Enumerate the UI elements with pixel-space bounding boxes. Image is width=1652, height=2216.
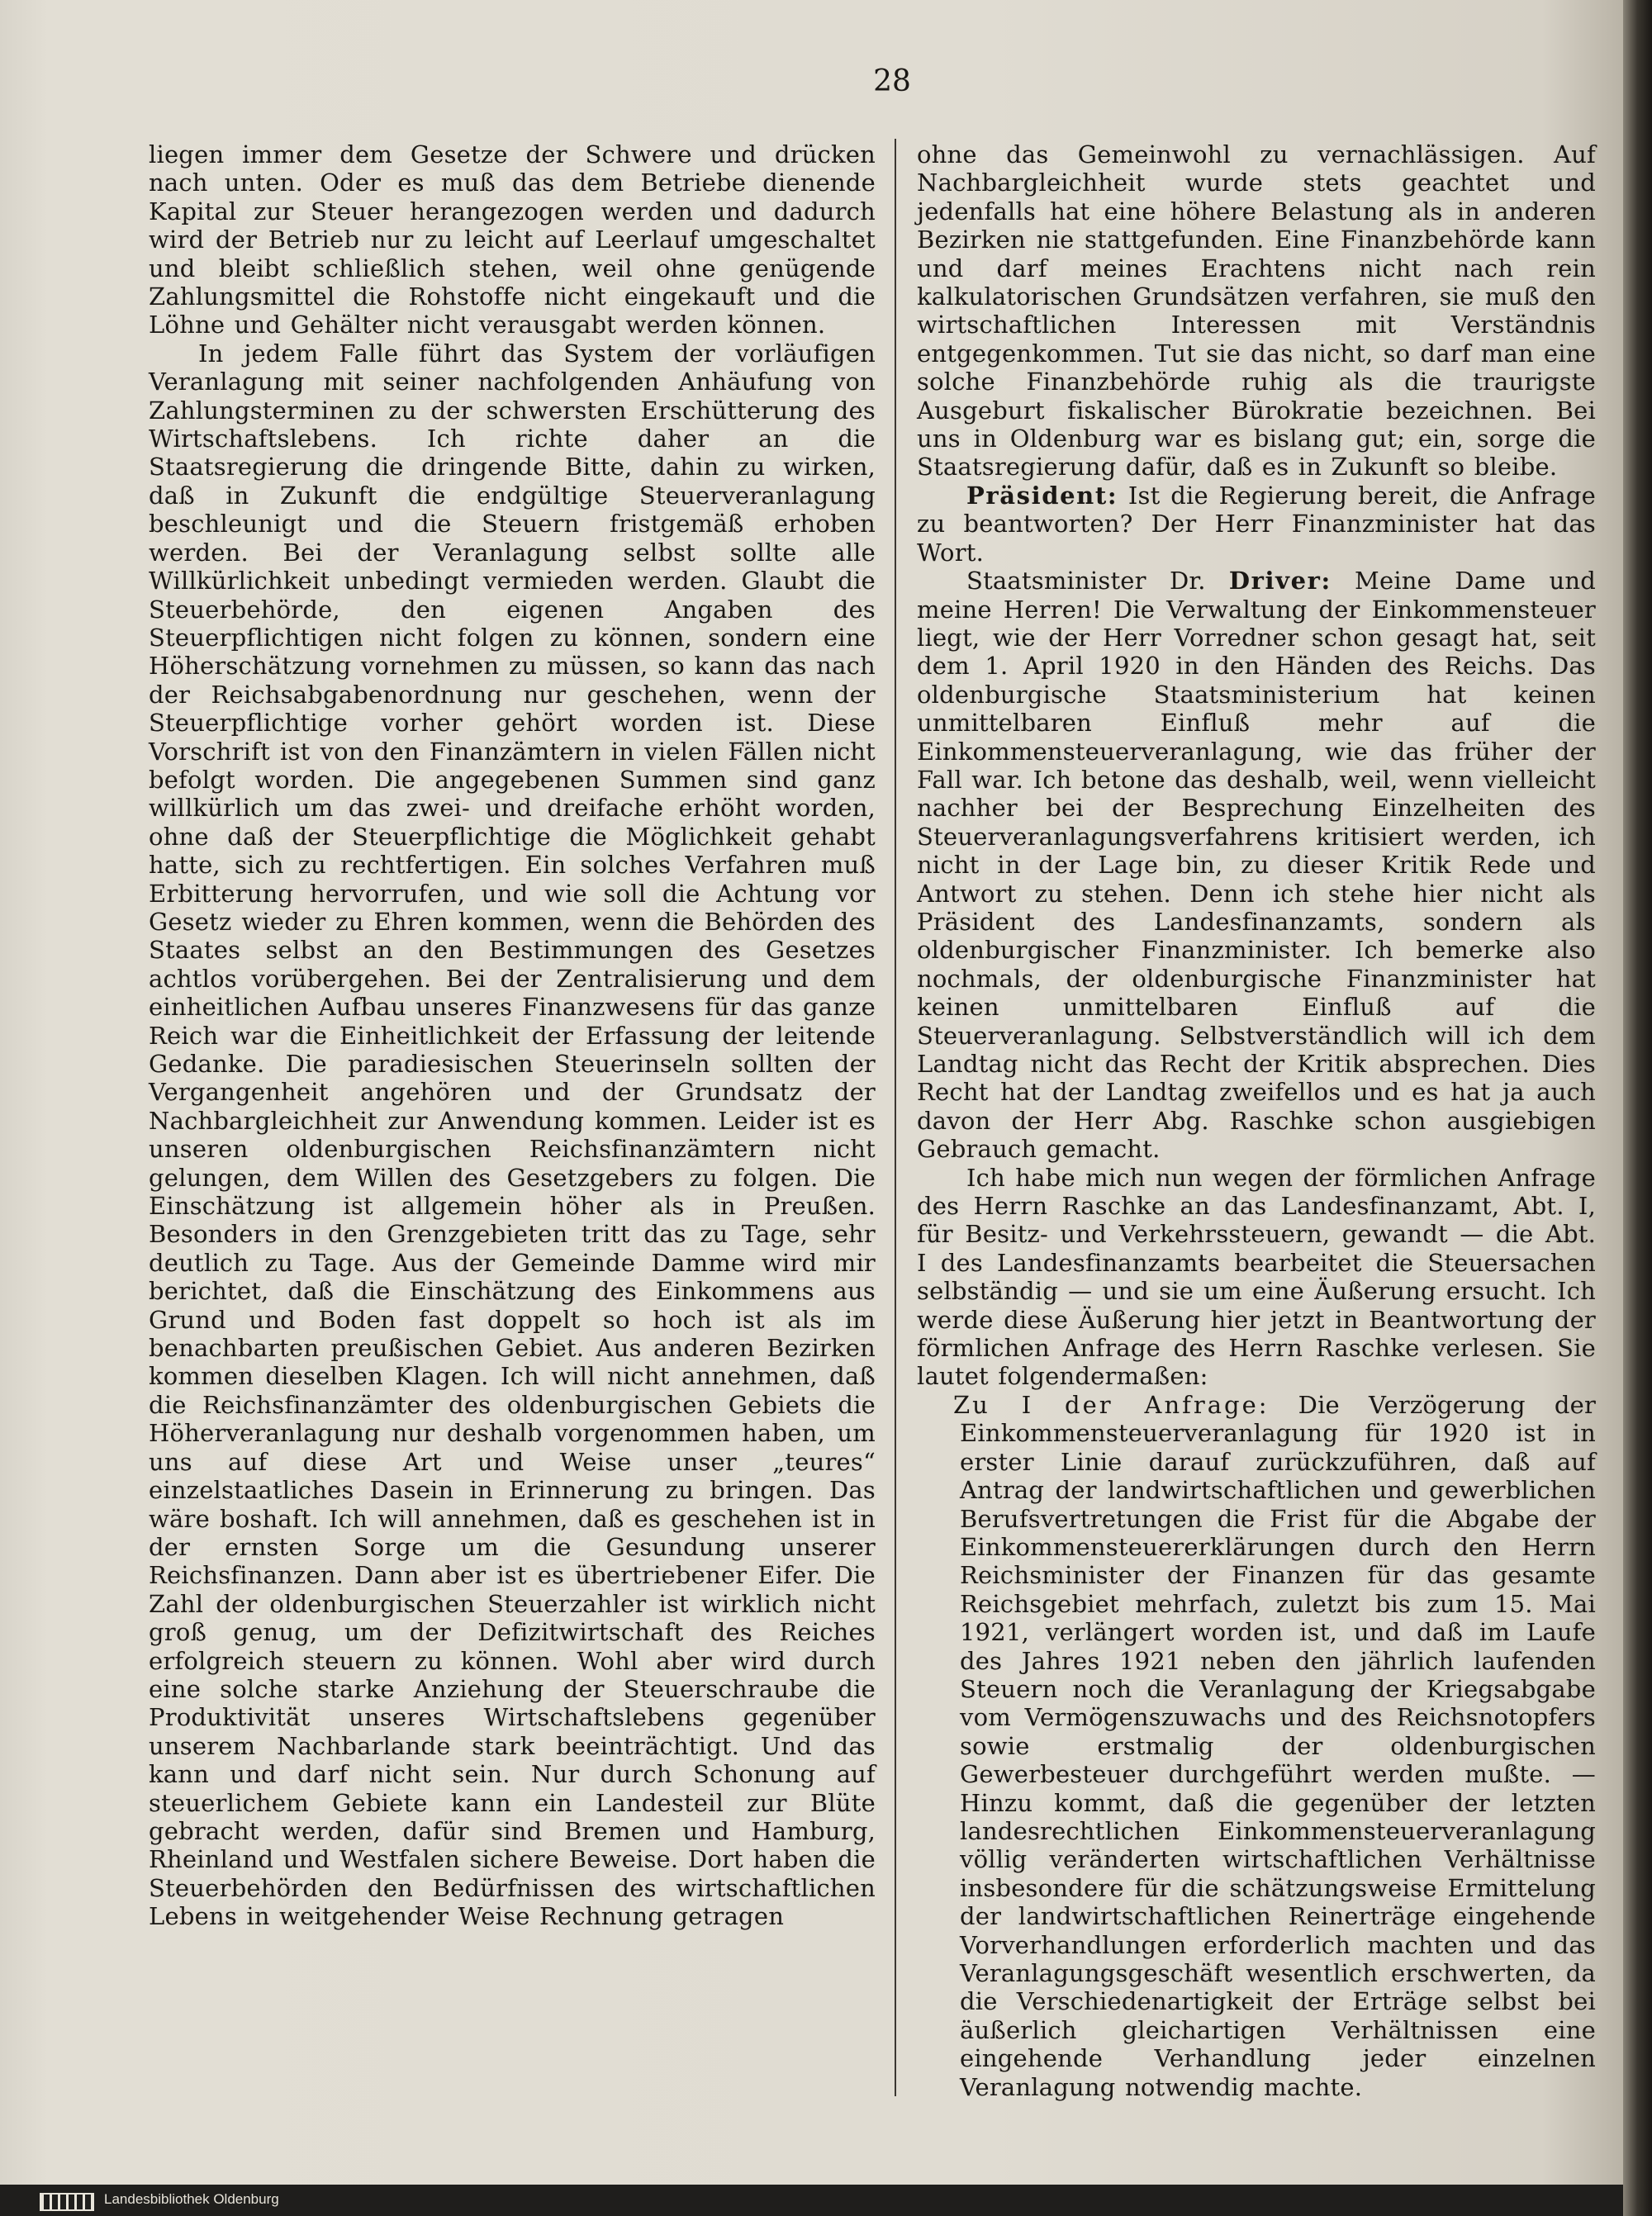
library-name: Landesbibliothek Oldenburg bbox=[104, 2191, 279, 2207]
quote-label: Zu I der Anfrage: bbox=[953, 1390, 1270, 1419]
right-paragraph-4: Ich habe mich nun wegen der förmlichen Anfrage des Herrn Raschke an das Landesfinanzamt, Abt. I, für Besitz- und Verkehrssteuern, gewandt — die Abt. I des Landesfinanzamts bearbeitet die Steuersachen selbständig — und sie um eine Äußerung ersucht. Ich werde diese Äußerung hier jetzt in Beantwortung der förmlichen Anfrage des Herrn Raschke verlesen. Sie lautet folgendermaßen: bbox=[917, 1163, 1596, 1391]
right-paragraph-1: ohne das Gemeinwohl zu vernachlässigen. Auf Nachbargleichheit wurde stets geachtet und jedenfalls hat eine höhere Belastung als in anderen Bezirken nie stattgefunden. Eine Finanzbehörde kann und darf meines Erachtens nicht nach rein kalkulatorischen Grundsätzen verfahren, sie muß den wirtschaftlichen Interessen mit Verständnis entgegenkommen. Tut sie das nicht, so darf man eine solche Finanzbehörde ruhig als die traurigste Ausgeburt fiskalischer Bürokratie bezeichnen. Bei uns in Oldenburg war es bislang gut; ein, sorge die Staatsregierung dafür, daß es in Zukunft so bleibe. bbox=[917, 140, 1596, 482]
quote-text: Die Verzögerung der Einkommensteuerveranlagung für 1920 ist in erster Linie darauf zurückzuführen, daß auf Antrag der landwirtschaftlichen und gewerblichen Berufsvertretungen die Frist für die Abgabe der Einkommensteuererklärungen durch den Herrn Reichsminister der Finanzen für das gesamte Reichsgebiet mehrfach, zuletzt bis zum 15. Mai 1921, verlängert worden ist, und daß im Laufe des Jahres 1921 neben den jährlich laufenden Steuern noch die Veranlagung der Kriegsabgabe vom Vermögenszuwachs und des Reichsnotopfers sowie erstmalig der oldenburgischen Gewerbesteuer durchgeführt werden mußte. — Hinzu kommt, daß die gegenüber der letzten landesrechtlichen Einkommensteuerveranlagung völlig veränderten wirtschaftlichen Verhältnisse insbesondere für die schätzungsweise Ermittelung der landwirtschaftlichen Reinerträge eingehende Vorverhandlungen erforderlich machten und das Veranlagungsgeschäft wesentlich erschwerten, da die Verschiedenartigkeit der Erträge selbst bei äußerlich gleichartigen Verhältnissen eine eingehende Verhandlung jeder einzelnen Veranlagung notwendig machte. bbox=[960, 1390, 1597, 2101]
left-paragraph-2: In jedem Falle führt das System der vorläufigen Veranlagung mit seiner nachfolgenden Anhäufung von Zahlungsterminen zu der schwersten Erschütterung des Wirtschaftslebens. Ich richte daher an die Staatsregierung die dringende Bitte, dahin zu wirken, daß in Zukunft die endgültige Steuerveranlagung beschleunigt und die Steuern fristgemäß erhoben werden. Bei der Veranlagung selbst sollte alle Willkürlichkeit unbedingt vermieden werden. Glaubt die Steuerbehörde, den eigenen Angaben des Steuerpflichtigen nicht folgen zu können, sondern eine Höherschätzung vornehmen zu müssen, so kann das nach der Reichsabgabenordnung nur geschehen, wenn der Steuerpflichtige vorher gehört worden ist. Diese Vorschrift ist von den Finanzämtern in vielen Fällen nicht befolgt worden. Die angegebenen Summen sind ganz willkürlich um das zwei- und dreifache erhöht worden, ohne daß der Steuerpflichtige die Möglichkeit gehabt hatte, sich zu rechtfertigen. Ein solches Verfahren muß Erbitterung hervorrufen, und wie soll die Achtung vor Gesetz wieder zu Ehren kommen, wenn die Behörden des Staates selbst an den Bestimmungen des Gesetzes achtlos vorübergehen. Bei der Zentralisierung und dem einheitlichen Aufbau unseres Finanzwesens für das ganze Reich war die Einheitlichkeit der Erfassung der leitende Gedanke. Die paradiesischen Steuerinseln sollten der Vergangenheit angehören und der Grundsatz der Nachbargleichheit zur Anwendung kommen. Leider ist es unseren oldenburgischen Reichsfinanzämtern nicht gelungen, dem Willen des Gesetzgebers zu folgen. Die Einschätzung ist allgemein höher als in Preußen. Besonders in den Grenzgebieten tritt das zu Tage, sehr deutlich zu Tage. Aus der Gemeinde Damme wird mir berichtet, daß die Einschätzung des Einkommens aus Grund und Boden fast doppelt so hoch ist als im benachbarten preußischen Gebiet. Aus anderen Bezirken kommen dieselben Klagen. Ich will nicht annehmen, daß die Reichsfinanzämter des oldenburgischen Gebiets die Höherveranlagung nur deshalb vorgenommen haben, um uns auf diese Art und Weise unser „teures“ einzelstaatliches Dasein in Erinnerung zu bringen. Das wäre boshaft. Ich will annehmen, daß es geschehen ist in der ernsten Sorge um die Gesundung unserer Reichsfinanzen. Dann aber ist es übertriebener Eifer. Die Zahl der oldenburgischen Steuerzahler ist wirklich nicht groß genug, um der Defizitwirtschaft des Reiches erfolgreich steuern zu können. Wohl aber wird durch eine solche starke Anziehung der Steuerschraube die Produktivität unseres Wirtschaftslebens gegenüber unserem Nachbarlande stark beeinträchtigt. Und das kann und darf nicht sein. Nur durch Schonung auf steuerlichem Gebiete kann ein Landesteil zur Blüte gebracht werden, dafür sind Bremen und Hamburg, Rheinland und Westfalen sichere Beweise. Dort haben die Steuerbehörden den Bedürfnissen des wirtschaftlichen Lebens in weitgehender Weise Rechnung getragen bbox=[149, 339, 876, 1931]
page-number: 28 bbox=[873, 64, 911, 98]
left-paragraph-1: liegen immer dem Gesetze der Schwere und drücken nach unten. Oder es muß das dem Betriebe dienende Kapital zur Steuer herangezogen werden und dadurch wird der Betrieb nur zu leicht auf Leerlauf umgeschaltet und bleibt schließlich stehen, weil ohne genügende Zahlungsmittel die Rohstoffe nicht eingekauft und die Löhne und Gehälter nicht verausgabt werden können. bbox=[149, 140, 876, 339]
speaker-president: Präsident: bbox=[966, 481, 1118, 510]
minister-text: Meine Dame und meine Herren! Die Verwaltung der Einkommensteuer liegt, wie der Herr Vorredner schon gesagt hat, seit dem 1. April 1920 in den Händen des Reichs. Das oldenburgische Staatsministerium hat keinen unmittelbaren Einfluß mehr auf die Einkommensteuerveranlagung, wie das früher der Fall war. Ich betone das deshalb, weil, wenn vielleicht nachher bei der Besprechung Einzelheiten des Steuerveranlagungsverfahrens kritisiert werden, ich nicht in der Lage bin, zu dieser Kritik Rede und Antwort zu stehen. Denn ich stehe hier nicht als Präsident des Landesfinanzamts, sondern als oldenburgischer Finanzminister. Ich bemerke also nochmals, der oldenburgische Finanzminister hat keinen unmittelbaren Einfluß auf die Steuerveranlagung. Selbstverständlich will ich dem Landtag nicht das Recht der Kritik absprechen. Dies Recht hat der Landtag zweifellos und es hat ja auch davon der Herr Abg. Raschke schon ausgiebigen Gebrauch gemacht. bbox=[917, 567, 1596, 1164]
library-building-icon bbox=[40, 2193, 94, 2211]
right-column bbox=[917, 140, 1596, 2101]
president-text: Ist die Regierung bereit, die Anfrage zu beantworten? Der Herr Finanzminister hat das Wort. bbox=[917, 481, 1596, 567]
president-paragraph bbox=[917, 482, 1596, 567]
speaker-driver: Driver: bbox=[1228, 567, 1332, 596]
footer-bar bbox=[0, 2185, 1623, 2216]
quoted-reply bbox=[953, 1390, 1597, 2101]
minister-paragraph bbox=[917, 567, 1596, 1164]
column-divider bbox=[895, 139, 896, 2096]
minister-title: Staatsminister Dr. bbox=[966, 567, 1229, 596]
left-column bbox=[149, 140, 876, 1931]
book-spine-edge bbox=[1623, 0, 1652, 2216]
